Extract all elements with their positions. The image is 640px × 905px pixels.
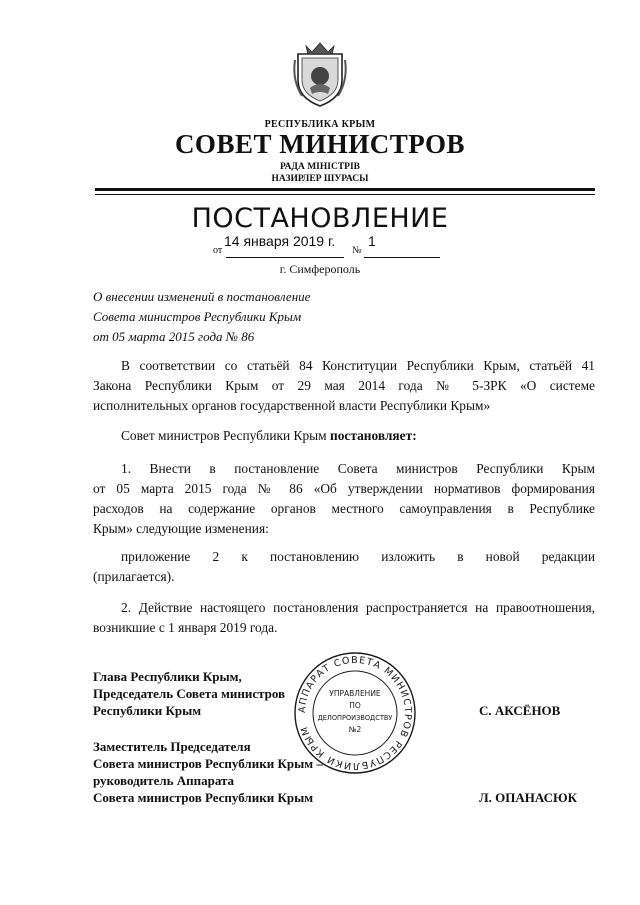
paragraph-line: 2. Действие настоящего постановления распространяется на правоотношения, xyxy=(121,600,595,615)
header-rule-thin xyxy=(95,194,595,195)
alt-name-crimean-tatar: НАЗИРЛЕР ШУРАСЫ xyxy=(271,174,369,184)
subject-line: О внесении изменений в постановление xyxy=(93,289,311,304)
date-prefix: от xyxy=(213,245,223,256)
paragraph-line xyxy=(93,426,595,446)
paragraph-line: приложение 2 к постановлению изложить в новой редакции xyxy=(121,549,595,564)
header-rule-thick xyxy=(95,188,595,191)
seal-center-line: УПРАВЛЕНИЕ xyxy=(329,689,381,698)
alt-name-ukrainian: РАДА МІНІСТРІВ xyxy=(279,162,360,172)
signatory-title-line: Республики Крым xyxy=(93,703,202,718)
paragraph-line: 1. Внести в постановление Совета министров Республики Крым xyxy=(121,461,595,476)
document-type-title: ПОСТАНОВЛЕНИЕ xyxy=(191,203,449,234)
document-number: 1 xyxy=(368,233,376,249)
seal-ring-text: АППАРАТ СОВЕТА МИНИСТРОВ РЕСПУБЛИКИ КРЫМ xyxy=(296,654,414,772)
seal-center-line: ДЕЛОПРОИЗВОДСТВУ xyxy=(317,714,393,722)
signatory-title-line: Совета министров Республики Крым – xyxy=(93,756,323,771)
signatory-title-line: Глава Республики Крым, xyxy=(93,669,242,684)
republic-label: РЕСПУБЛИКА КРЫМ xyxy=(264,119,376,130)
seal-center-line: №2 xyxy=(348,725,362,734)
document-date: 14 января 2019 г. xyxy=(224,233,336,249)
coat-of-arms-emblem xyxy=(292,40,348,108)
paragraph-line: расходов на содержание органов местного самоуправления в Республике xyxy=(93,501,595,516)
signatory-title-line: Председатель Совета министров xyxy=(93,686,286,701)
paragraph-line: от 05 марта 2015 года № 86 «Об утверждении нормативов формирования xyxy=(93,481,595,496)
signatory-2-name: Л. ОПАНАСЮК xyxy=(479,790,578,805)
paragraph-line: Крым» следующие изменения: xyxy=(93,521,269,536)
signatory-1-title xyxy=(93,668,285,719)
paragraph-line: исполнительных органов государственной власти Республики Крым» xyxy=(93,398,491,413)
number-label: № xyxy=(352,245,362,256)
council-title: СОВЕТ МИНИСТРОВ xyxy=(174,129,466,159)
resolves-keyword: постановляет: xyxy=(330,428,417,443)
signatory-title-line: Совета министров Республики Крым xyxy=(93,790,314,805)
paragraph-resolves xyxy=(93,426,595,446)
paragraph-line: Закона Республики Крым от 29 мая 2014 года № 5-ЗРК «О системе xyxy=(93,378,595,393)
seal-center-line: ПО xyxy=(349,701,361,710)
signatory-title-line: руководитель Аппарата xyxy=(93,773,235,788)
paragraph-line: возникшие с 1 января 2019 года. xyxy=(93,620,278,635)
resolves-text: Совет министров Республики Крым xyxy=(121,428,327,443)
paragraph-item-1 xyxy=(93,459,595,539)
city: г. Симферополь xyxy=(279,262,361,276)
document-subject xyxy=(93,287,310,347)
paragraph-appendix xyxy=(93,547,595,587)
signatory-title-line: Заместитель Председателя xyxy=(93,739,251,754)
signatory-1-name: С. АКСЁНОВ xyxy=(479,703,561,718)
paragraph-line: (прилагается). xyxy=(93,569,175,584)
signatory-2-title xyxy=(93,738,323,806)
subject-line: от 05 марта 2015 года № 86 xyxy=(93,329,255,344)
paragraph-line: В соответствии со статьёй 84 Конституции Республики Крым, статьёй 41 xyxy=(121,358,595,373)
paragraph-item-2 xyxy=(93,598,595,638)
subject-line: Совета министров Республики Крым xyxy=(93,309,302,324)
paragraph-basis xyxy=(93,356,595,416)
